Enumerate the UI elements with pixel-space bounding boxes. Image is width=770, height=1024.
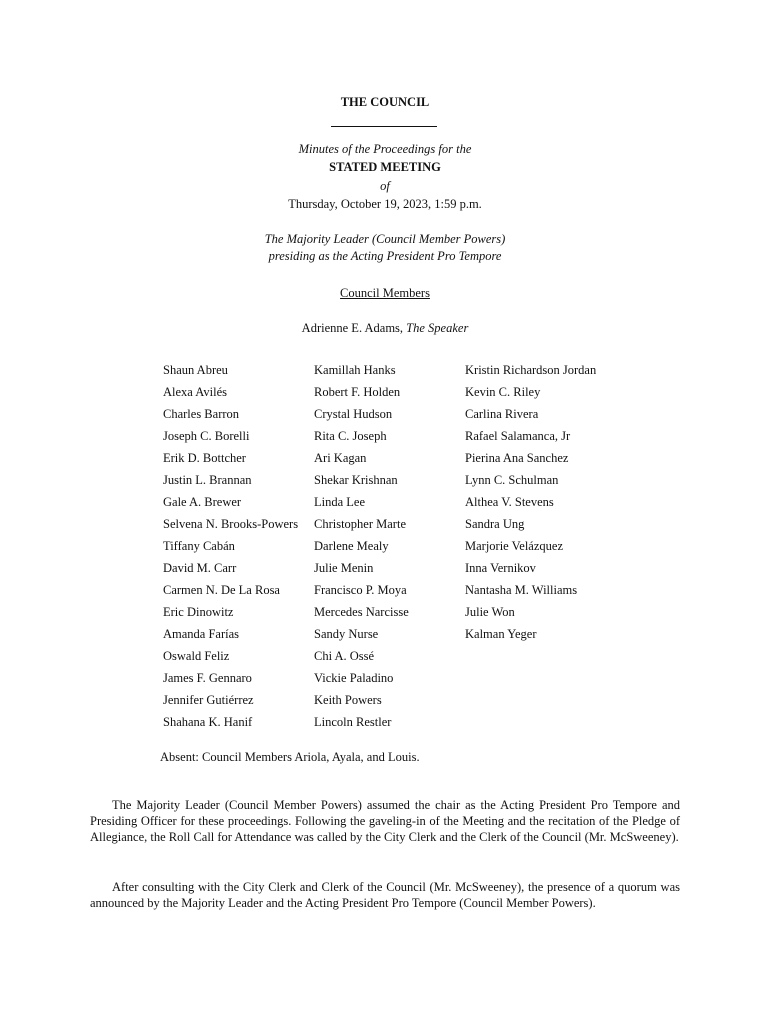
member-name: Jennifer Gutiérrez: [163, 693, 254, 707]
member-name: Shahana K. Hanif: [163, 715, 253, 729]
member-name: Nantasha M. Williams: [465, 583, 578, 597]
member-name: Marjorie Velázquez: [465, 539, 563, 553]
member-name: Vickie Paladino: [314, 671, 394, 685]
member-name: Selvena N. Brooks-Powers: [163, 517, 299, 531]
speaker-line: [0, 320, 770, 336]
meeting-date-time: Thursday, October 19, 2023, 1:59 p.m.: [288, 197, 482, 211]
member-name: Pierina Ana Sanchez: [465, 451, 569, 465]
member-name: Rafael Salamanca, Jr: [465, 429, 571, 443]
member-name: Shaun Abreu: [163, 363, 228, 377]
member-name: Carlina Rivera: [465, 407, 539, 421]
member-name: Julie Won: [465, 605, 515, 619]
absent-members: Absent: Council Members Ariola, Ayala, and Louis.: [160, 750, 420, 764]
member-name: Julie Menin: [314, 561, 374, 575]
members-column-1: [163, 359, 298, 733]
member-name: Charles Barron: [163, 407, 240, 421]
member-name: Rita C. Joseph: [314, 429, 387, 443]
member-name: Tiffany Cabán: [163, 539, 235, 553]
member-name: Sandra Ung: [465, 517, 525, 531]
member-name: Lynn C. Schulman: [465, 473, 559, 487]
member-name: Lincoln Restler: [314, 715, 392, 729]
member-name: Eric Dinowitz: [163, 605, 234, 619]
member-name: Robert F. Holden: [314, 385, 401, 399]
member-name: Amanda Farías: [163, 627, 240, 641]
members-column-2: [314, 359, 409, 733]
document-title: THE COUNCIL: [340, 95, 430, 109]
member-name: Kamillah Hanks: [314, 363, 396, 377]
member-name: Kristin Richardson Jordan: [465, 363, 597, 377]
member-name: Francisco P. Moya: [314, 583, 407, 597]
of-line: of: [380, 179, 390, 193]
member-name: Chi A. Ossé: [314, 649, 375, 663]
paragraph-chair: The Majority Leader (Council Member Powers) assumed the chair as the Acting President Pro Tempore and Presiding Officer for these proceedings. Following the gaveling-in of the Meeting and the recitation of the Pledge of Allegiance, the Roll Call for Attendance was called by the City Clerk and the Clerk of the Council (Mr. McSweeney).: [90, 798, 680, 844]
member-name: Inna Vernikov: [465, 561, 536, 575]
member-name: Ari Kagan: [314, 451, 367, 465]
council-members-heading: Council Members: [340, 286, 430, 300]
paragraph-quorum: After consulting with the City Clerk and Clerk of the Council (Mr. McSweeney), the presence of a quorum was announced by the Majority Leader and the Acting President Pro Tempore (Council Member Powers).: [90, 880, 680, 910]
member-name: Crystal Hudson: [314, 407, 393, 421]
minutes-line: Minutes of the Proceedings for the: [298, 142, 472, 156]
title-divider: [331, 126, 437, 127]
presiding-line-2: presiding as the Acting President Pro Tempore: [268, 249, 502, 263]
member-name: Christopher Marte: [314, 517, 406, 531]
speaker-name: Adrienne E. Adams,: [301, 321, 404, 335]
member-name: Kevin C. Riley: [465, 385, 541, 399]
member-name: Carmen N. De La Rosa: [163, 583, 280, 597]
member-name: Erik D. Bottcher: [163, 451, 246, 465]
member-name: Althea V. Stevens: [465, 495, 554, 509]
member-name: Sandy Nurse: [314, 627, 379, 641]
member-name: Gale A. Brewer: [163, 495, 242, 509]
meeting-type: STATED MEETING: [329, 160, 441, 174]
speaker-title: The Speaker: [406, 321, 469, 335]
member-name: David M. Carr: [163, 561, 237, 575]
member-name: Linda Lee: [314, 495, 366, 509]
member-name: Darlene Mealy: [314, 539, 389, 553]
member-name: Kalman Yeger: [465, 627, 537, 641]
member-name: Oswald Feliz: [163, 649, 230, 663]
member-name: Alexa Avilés: [163, 385, 227, 399]
member-name: Keith Powers: [314, 693, 382, 707]
member-name: James F. Gennaro: [163, 671, 252, 685]
member-name: Justin L. Brannan: [163, 473, 252, 487]
member-name: Mercedes Narcisse: [314, 605, 409, 619]
member-name: Shekar Krishnan: [314, 473, 398, 487]
members-column-3: [465, 359, 596, 645]
member-name: Joseph C. Borelli: [163, 429, 250, 443]
presiding-line-1: The Majority Leader (Council Member Powers): [264, 232, 506, 246]
